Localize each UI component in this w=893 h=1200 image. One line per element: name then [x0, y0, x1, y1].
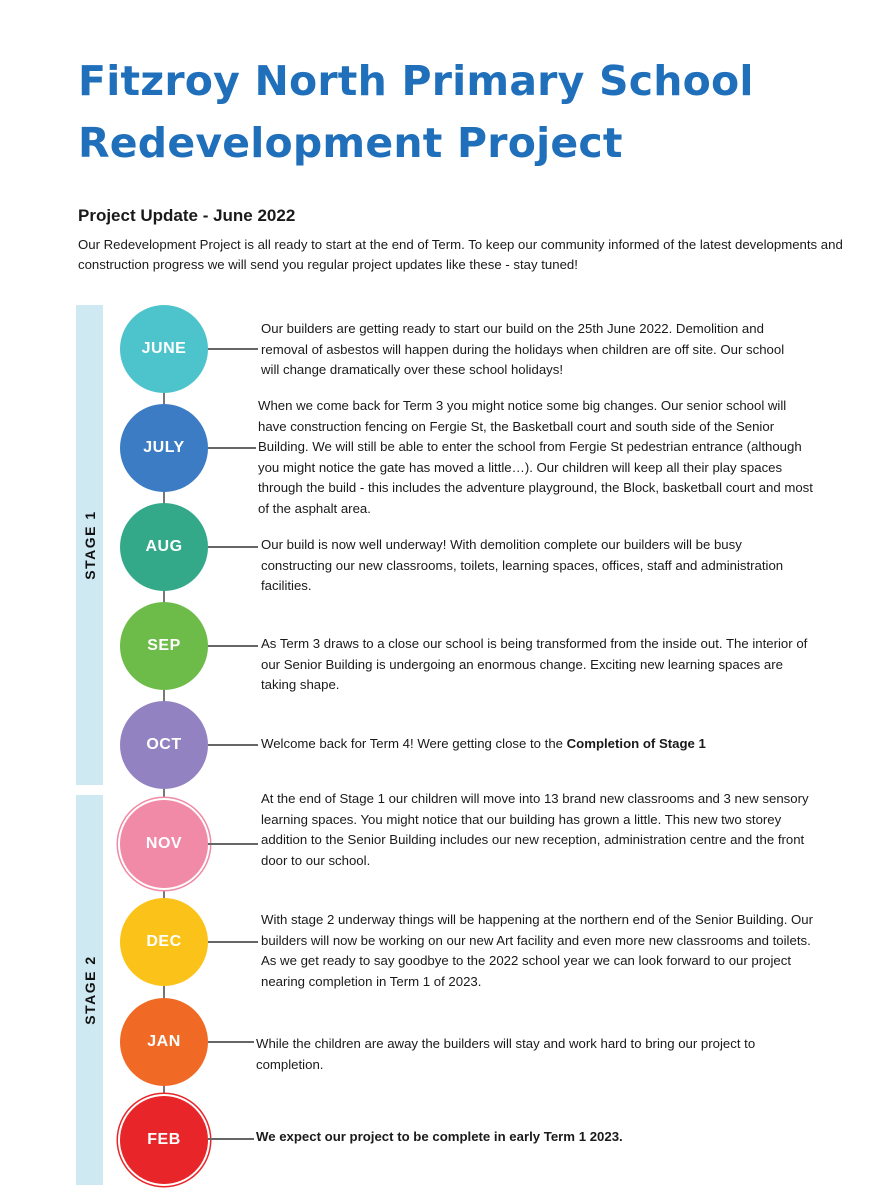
description-july: [258, 396, 813, 519]
title-line-1: Fitzroy North Primary School: [78, 57, 754, 105]
connector-july: [208, 447, 256, 449]
month-label-nov: NOV: [145, 835, 183, 852]
description-july-text: When we come back for Term 3 you might notice some big changes. Our senior school will have construction fencing on Fergie St, the Basketball court and south side of the Senior Building. We will still be able to enter the school from Fergie St pedestrian entrance (although you might notice the gate has moved a little…). Our children will keep all their play spaces through the build - this includes the adventure playground, the Block, basketball court and most of the asphalt area.: [258, 398, 813, 516]
month-label-sep: SEP: [147, 637, 181, 654]
description-dec: [261, 910, 821, 992]
description-june-text: Our builders are getting ready to start our build on the 25th June 2022. Demolition and removal of asbestos will happen during the holidays when children are off site. Our school will change dramatically over these school holidays!: [261, 321, 785, 377]
page-title: [78, 50, 878, 174]
intro-paragraph: Our Redevelopment Project is all ready to start at the end of Term. To keep our community informed of the latest developments and construction progress we will send you regular project updates like these - stay tuned!: [78, 237, 843, 272]
month-node-sep: [120, 602, 208, 690]
stage-1-label: STAGE 1: [81, 510, 98, 580]
month-node-dec: [120, 898, 208, 986]
description-sep: [261, 634, 816, 696]
month-node-july: [120, 404, 208, 492]
month-node-june: [120, 305, 208, 393]
month-label-july: JULY: [143, 439, 185, 456]
title-line-2: Redevelopment Project: [78, 119, 623, 167]
month-node-aug: [120, 503, 208, 591]
description-aug-text: Our build is now well underway! With demolition complete our builders will be busy constructing our new classrooms, toilets, learning spaces, offices, staff and administration facilities.: [261, 537, 784, 593]
connector-aug: [208, 546, 258, 548]
description-oct-bold: Completion of Stage 1: [566, 736, 706, 751]
description-june: [261, 319, 806, 381]
description-nov: [261, 789, 816, 871]
description-feb-bold: We expect our project to be complete in early Term 1 2023.: [256, 1129, 623, 1144]
connector-oct: [208, 744, 258, 746]
stage-2-label: STAGE 2: [81, 955, 98, 1025]
month-node-jan: [120, 998, 208, 1086]
month-label-dec: DEC: [146, 933, 182, 950]
connector-june: [208, 348, 258, 350]
month-label-oct: OCT: [146, 736, 182, 753]
description-oct: [261, 734, 821, 755]
description-nov-text: At the end of Stage 1 our children will move into 13 brand new classrooms and 3 new sensory learning spaces. You might notice that our building has grown a little. This new two storey addition to the Senior Building includes our new reception, administration centre and the front door to our school.: [261, 791, 809, 868]
month-node-oct: [120, 701, 208, 789]
month-label-aug: AUG: [145, 538, 183, 555]
month-node-feb: [120, 1096, 208, 1184]
connector-sep: [208, 645, 258, 647]
month-label-june: JUNE: [141, 340, 187, 357]
description-jan: [256, 1034, 826, 1075]
month-label-jan: JAN: [147, 1033, 181, 1050]
description-aug: [261, 535, 806, 597]
stage-2-bar: [76, 795, 103, 1185]
connector-feb: [208, 1138, 254, 1140]
month-label-feb: FEB: [147, 1131, 181, 1148]
month-node-nov: [120, 800, 208, 888]
connector-nov: [208, 843, 258, 845]
description-jan-text: While the children are away the builders will stay and work hard to bring our project to completion.: [256, 1036, 756, 1072]
connector-jan: [208, 1041, 254, 1043]
description-sep-text: As Term 3 draws to a close our school is being transformed from the inside out. The interior of our Senior Building is undergoing an enormous change. Exciting new learning spaces are taking shape.: [261, 636, 808, 692]
description-dec-text: With stage 2 underway things will be happening at the northern end of the Senior Building. Our builders will now be working on our new Art facility and even more new classrooms and toilets. As we get ready to say goodbye to the 2022 school year we can look forward to our project nearing completion in Term 1 of 2023.: [261, 912, 814, 989]
connector-dec: [208, 941, 258, 943]
stage-1-bar: [76, 305, 103, 785]
update-heading: Project Update - June 2022: [78, 206, 296, 225]
description-feb: [256, 1127, 816, 1148]
description-oct-text: Welcome back for Term 4! Were getting close to the: [261, 736, 567, 751]
